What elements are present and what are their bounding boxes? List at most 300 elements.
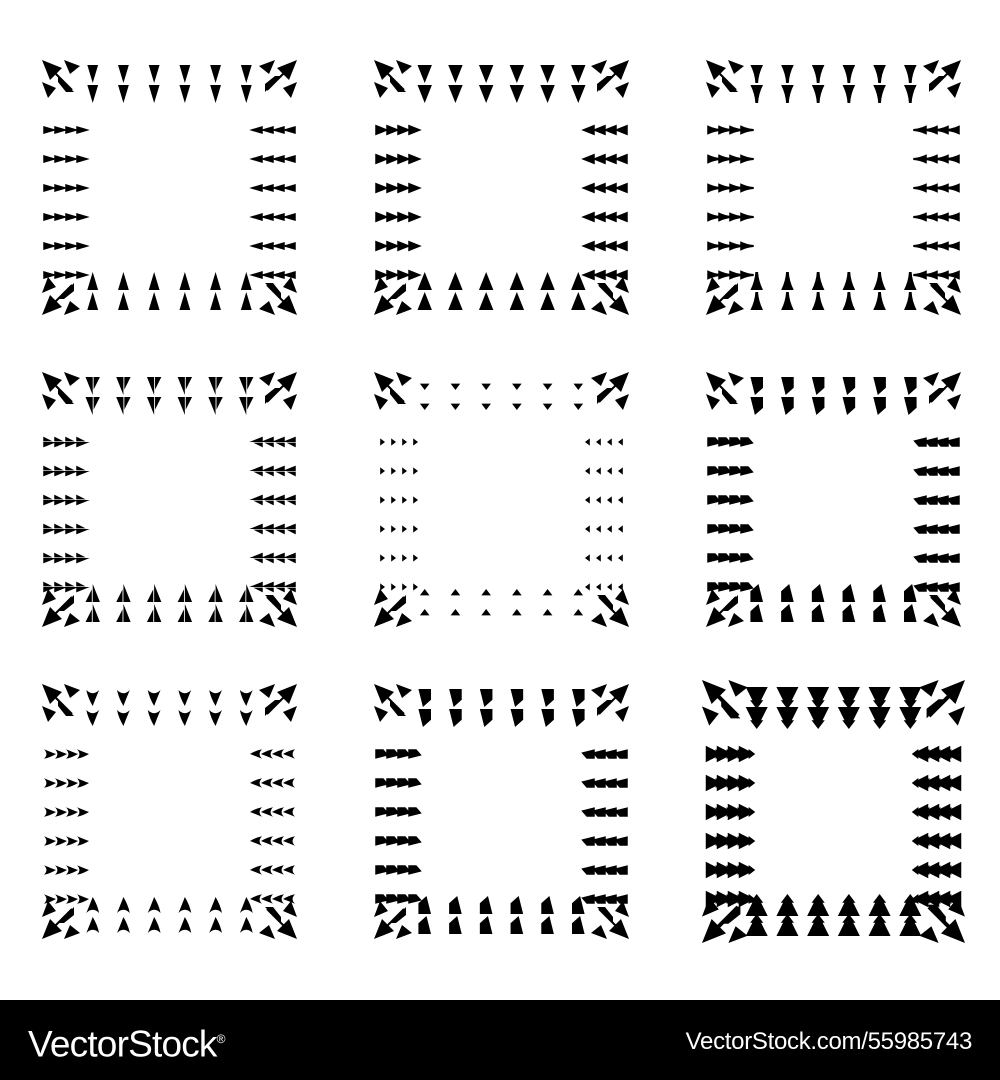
frame-mark — [543, 609, 553, 615]
frame-mark — [781, 397, 794, 415]
corner-ornament — [923, 277, 961, 315]
corner-ornament — [259, 372, 297, 410]
frame-mark — [66, 807, 78, 817]
frame-8 — [374, 684, 629, 939]
frame-mark — [740, 466, 754, 475]
frame-mark — [740, 212, 754, 221]
frame-mark — [899, 914, 921, 936]
frame-mark — [873, 65, 886, 83]
frame-mark — [581, 125, 595, 136]
frame-mark — [479, 292, 493, 310]
frame-mark — [261, 778, 273, 788]
frame-mark — [86, 604, 100, 622]
frame-mark — [240, 710, 253, 726]
frame-mark — [249, 437, 263, 448]
frame-mark — [581, 778, 595, 787]
frame-mark — [750, 292, 763, 310]
frame-mark — [402, 496, 407, 503]
frame-mark — [413, 438, 418, 445]
frame-mark — [117, 897, 130, 913]
frame-mark — [149, 85, 160, 103]
frame-mark — [87, 292, 98, 310]
frame-mark — [380, 467, 385, 474]
frame-mark — [873, 292, 886, 310]
frame-mark — [408, 154, 422, 165]
frame-mark — [408, 125, 422, 136]
frame-mark — [261, 807, 273, 817]
corner-ornament — [259, 589, 297, 627]
frame-mark — [44, 894, 56, 904]
frame-mark — [55, 807, 67, 817]
frame-mark — [776, 914, 798, 936]
frame-mark — [480, 916, 493, 934]
frame-mark — [540, 292, 554, 310]
frame-mark — [210, 85, 221, 103]
frame-mark — [510, 272, 524, 290]
frame-mark — [76, 213, 90, 221]
frame-mark — [750, 584, 763, 602]
frame-mark — [812, 65, 825, 83]
corner-ornament — [259, 60, 297, 98]
frame-mark — [402, 525, 407, 532]
frame-mark — [618, 525, 623, 532]
frame-mark — [581, 894, 595, 903]
frame-mark — [391, 496, 396, 503]
frame-mark — [781, 604, 794, 622]
frame-mark — [55, 836, 67, 846]
frame-mark — [408, 865, 422, 874]
frame-mark — [812, 85, 825, 103]
corner-ornament — [374, 277, 412, 315]
frame-mark — [249, 271, 263, 279]
frame-mark — [250, 807, 262, 817]
frame-mark — [418, 916, 431, 934]
frame-mark — [607, 467, 612, 474]
frame-mark — [618, 467, 623, 474]
frame-mark — [148, 710, 161, 726]
frame-mark — [250, 836, 262, 846]
frame-mark — [179, 272, 190, 290]
frame-mark — [740, 125, 754, 134]
frame-mark — [86, 584, 100, 602]
frame-mark — [241, 65, 252, 83]
frame-mark — [209, 710, 222, 726]
frame-mark — [249, 524, 263, 535]
corner-ornament — [374, 372, 412, 410]
frame-mark — [596, 467, 601, 474]
frame-mark — [913, 524, 927, 533]
frame-mark — [451, 404, 461, 410]
frame-mark — [239, 604, 253, 622]
frame-mark — [540, 272, 554, 290]
frame-mark — [391, 525, 396, 532]
corner-ornament — [374, 60, 412, 98]
frame-mark — [585, 554, 590, 561]
frame-mark — [838, 894, 860, 916]
frame-mark — [740, 495, 754, 504]
frame-mark — [391, 467, 396, 474]
frame-mark — [77, 778, 89, 788]
frame-mark — [511, 896, 524, 914]
corner-ornament — [919, 680, 965, 726]
frame-mark — [541, 896, 554, 914]
frame-mark — [540, 65, 554, 83]
frame-mark — [812, 584, 825, 602]
frame-mark — [776, 707, 798, 729]
frame-mark — [511, 689, 524, 707]
frame-mark — [750, 85, 763, 103]
frame-mark — [209, 897, 222, 913]
frame-mark — [76, 553, 90, 564]
frame-mark — [239, 377, 253, 395]
frame-mark — [740, 524, 754, 533]
frame-mark — [420, 384, 430, 390]
frame-mark — [581, 154, 595, 165]
frame-mark — [240, 917, 253, 933]
frame-mark — [418, 896, 431, 914]
frame-mark — [781, 292, 794, 310]
frame-mark — [740, 437, 754, 446]
frame-7 — [42, 684, 297, 939]
frame-mark — [913, 241, 927, 250]
frame-mark — [581, 865, 595, 874]
frame-mark — [87, 272, 98, 290]
frame-3 — [706, 60, 961, 315]
frame-mark — [116, 604, 130, 622]
frame-mark — [77, 865, 89, 875]
frame-mark — [413, 467, 418, 474]
frame-mark — [618, 438, 623, 445]
corner-ornament — [42, 901, 80, 939]
frame-mark — [261, 865, 273, 875]
frame-mark — [148, 897, 161, 913]
frame-mark — [76, 466, 90, 477]
frame-mark — [581, 836, 595, 845]
frame-mark — [261, 836, 273, 846]
corner-ornament — [259, 277, 297, 315]
frame-mark — [913, 125, 927, 134]
frame-mark — [250, 778, 262, 788]
frame-mark — [380, 438, 385, 445]
frame-mark — [571, 65, 585, 83]
corner-ornament — [374, 901, 412, 939]
frame-mark — [480, 689, 493, 707]
frame-mark — [807, 707, 829, 729]
frame-mark — [55, 865, 67, 875]
frame-mark — [807, 914, 829, 936]
frame-mark — [250, 894, 262, 904]
frame-mark — [479, 65, 493, 83]
frame-mark — [402, 554, 407, 561]
frame-mark — [739, 746, 756, 763]
frame-mark — [913, 495, 927, 504]
frame-mark — [283, 865, 295, 875]
corner-ornament — [42, 684, 80, 722]
frame-mark — [413, 554, 418, 561]
frame-mark — [391, 583, 396, 590]
corner-ornament — [706, 277, 744, 315]
corner-ornament — [259, 901, 297, 939]
frame-mark — [573, 404, 583, 410]
frame-mark — [581, 270, 595, 281]
frame-mark — [512, 609, 522, 615]
frame-mark — [448, 85, 462, 103]
frame-mark — [117, 690, 130, 706]
frame-mark — [912, 775, 929, 792]
frame-mark — [448, 272, 462, 290]
corner-ornament — [42, 372, 80, 410]
frame-mark — [55, 778, 67, 788]
frame-mark — [899, 687, 921, 709]
frame-mark — [55, 894, 67, 904]
frame-mark — [913, 154, 927, 163]
frame-mark — [843, 65, 856, 83]
frame-mark — [541, 916, 554, 934]
frame-mark — [573, 609, 583, 615]
image-id-text: VectorStock.com/55985743 — [685, 1028, 972, 1055]
brand-logo — [28, 1019, 225, 1064]
frame-mark — [66, 894, 78, 904]
frame-mark — [241, 272, 252, 290]
frame-mark — [838, 687, 860, 709]
frame-mark — [380, 583, 385, 590]
frame-mark — [904, 292, 917, 310]
frame-mark — [812, 292, 825, 310]
frame-mark — [480, 896, 493, 914]
frame-mark — [838, 707, 860, 729]
frame-mark — [118, 65, 129, 83]
frame-mark — [149, 292, 160, 310]
frame-mark — [543, 384, 553, 390]
frame-mark — [380, 496, 385, 503]
frame-mark — [904, 377, 917, 395]
watermark-footer — [0, 1000, 1000, 1080]
frame-mark — [740, 183, 754, 192]
frame-mark — [210, 292, 221, 310]
frame-mark — [512, 589, 522, 595]
frame-mark — [209, 917, 222, 933]
frame-mark — [451, 609, 461, 615]
frame-mark — [843, 272, 856, 290]
frame-mark — [86, 377, 100, 395]
frame-mark — [44, 778, 56, 788]
brand-name: VectorStock — [28, 1023, 217, 1065]
frame-mark — [479, 85, 493, 103]
frame-mark — [149, 272, 160, 290]
frame-mark — [249, 155, 263, 163]
frame-mark — [869, 914, 891, 936]
frame-mark — [750, 604, 763, 622]
frame-mark — [241, 292, 252, 310]
frame-mark — [240, 690, 253, 706]
frame-mark — [585, 525, 590, 532]
frame-mark — [210, 272, 221, 290]
frame-mark — [179, 85, 190, 103]
frame-mark — [402, 467, 407, 474]
frame-mark — [740, 154, 754, 163]
frame-mark — [511, 916, 524, 934]
frame-mark — [402, 438, 407, 445]
frame-5 — [374, 372, 629, 627]
frame-mark — [261, 894, 273, 904]
frame-mark — [740, 241, 754, 250]
frame-mark — [44, 807, 56, 817]
frame-mark — [77, 894, 89, 904]
corner-ornament — [923, 372, 961, 410]
frame-mark — [541, 689, 554, 707]
frame-mark — [912, 746, 929, 763]
frame-mark — [913, 270, 927, 279]
frame-mark — [148, 917, 161, 933]
frame-mark — [596, 583, 601, 590]
frame-mark — [380, 525, 385, 532]
frame-mark — [283, 836, 295, 846]
frame-mark — [408, 749, 422, 758]
frame-mark — [76, 495, 90, 506]
corner-ornament — [923, 60, 961, 98]
frame-mark — [148, 690, 161, 706]
frame-mark — [571, 292, 585, 310]
frame-mark — [391, 554, 396, 561]
frame-mark — [618, 554, 623, 561]
frame-mark — [178, 690, 191, 706]
frame-mark — [118, 272, 129, 290]
frame-mark — [585, 496, 590, 503]
frame-mark — [249, 184, 263, 192]
frame-mark — [511, 709, 524, 727]
frame-mark — [740, 270, 754, 279]
frame-mark — [86, 710, 99, 726]
frame-mark — [904, 85, 917, 103]
frame-mark — [87, 65, 98, 83]
frame-mark — [912, 804, 929, 821]
frame-mark — [116, 584, 130, 602]
frame-mark — [449, 689, 462, 707]
frame-6 — [706, 372, 961, 627]
frame-mark — [283, 807, 295, 817]
frame-mark — [843, 397, 856, 415]
corner-ornament — [259, 684, 297, 722]
frame-mark — [750, 65, 763, 83]
corner-ornament — [702, 680, 748, 726]
frame-mark — [596, 554, 601, 561]
frame-mark — [86, 397, 100, 415]
frame-mark — [272, 894, 284, 904]
frame-mark — [178, 604, 192, 622]
frame-mark — [873, 85, 886, 103]
frame-mark — [869, 894, 891, 916]
frame-mark — [261, 749, 273, 759]
corner-ornament — [42, 589, 80, 627]
corner-ornament — [923, 589, 961, 627]
frame-mark — [512, 384, 522, 390]
frame-mark — [178, 897, 191, 913]
frame-mark — [210, 65, 221, 83]
frame-mark — [912, 862, 929, 879]
frame-mark — [178, 584, 192, 602]
frame-mark — [581, 807, 595, 816]
frame-mark — [272, 807, 284, 817]
frame-mark — [408, 270, 422, 281]
corner-ornament — [706, 372, 744, 410]
frame-mark — [272, 749, 284, 759]
frame-mark — [739, 775, 756, 792]
corner-ornament — [374, 589, 412, 627]
frame-mark — [581, 749, 595, 758]
frame-mark — [843, 292, 856, 310]
frame-mark — [843, 85, 856, 103]
frame-mark — [283, 749, 295, 759]
frame-mark — [781, 65, 794, 83]
frame-mark — [76, 582, 90, 593]
frame-mark — [869, 687, 891, 709]
frame-mark — [77, 749, 89, 759]
frame-mark — [418, 85, 432, 103]
frame-mark — [249, 213, 263, 221]
frame-mark — [843, 377, 856, 395]
frame-mark — [812, 377, 825, 395]
registered-mark: ® — [216, 1032, 225, 1046]
frame-mark — [812, 604, 825, 622]
frame-mark — [283, 894, 295, 904]
frame-mark — [449, 709, 462, 727]
frame-mark — [76, 155, 90, 163]
frame-mark — [449, 896, 462, 914]
frame-mark — [118, 292, 129, 310]
frame-mark — [581, 183, 595, 194]
frame-mark — [481, 404, 491, 410]
frame-mark — [781, 85, 794, 103]
frame-mark — [408, 241, 422, 252]
frame-mark — [451, 384, 461, 390]
frame-mark — [408, 212, 422, 223]
frame-mark — [77, 807, 89, 817]
frame-mark — [541, 709, 554, 727]
frame-mark — [873, 397, 886, 415]
frame-mark — [572, 689, 585, 707]
frame-mark — [510, 85, 524, 103]
frame-mark — [418, 65, 432, 83]
frame-mark — [607, 496, 612, 503]
frame-2 — [374, 60, 629, 315]
frame-1 — [42, 60, 297, 315]
frame-mark — [607, 525, 612, 532]
corner-ornament — [591, 372, 629, 410]
frame-mark — [781, 272, 794, 290]
frame-mark — [596, 525, 601, 532]
frame-mark — [76, 242, 90, 250]
frame-mark — [420, 404, 430, 410]
frame-mark — [116, 397, 130, 415]
frame-mark — [179, 292, 190, 310]
frame-mark — [448, 292, 462, 310]
frame-mark — [86, 917, 99, 933]
frame-mark — [540, 85, 554, 103]
frame-mark — [776, 687, 798, 709]
frame-mark — [208, 397, 222, 415]
frame-mark — [178, 710, 191, 726]
frame-mark — [118, 85, 129, 103]
frame-mark — [76, 271, 90, 279]
frame-mark — [750, 397, 763, 415]
frame-mark — [66, 749, 78, 759]
corner-ornament — [42, 60, 80, 98]
frame-mark — [283, 778, 295, 788]
frame-mark — [904, 397, 917, 415]
frame-mark — [402, 583, 407, 590]
corner-ornament — [591, 60, 629, 98]
frame-mark — [147, 397, 161, 415]
